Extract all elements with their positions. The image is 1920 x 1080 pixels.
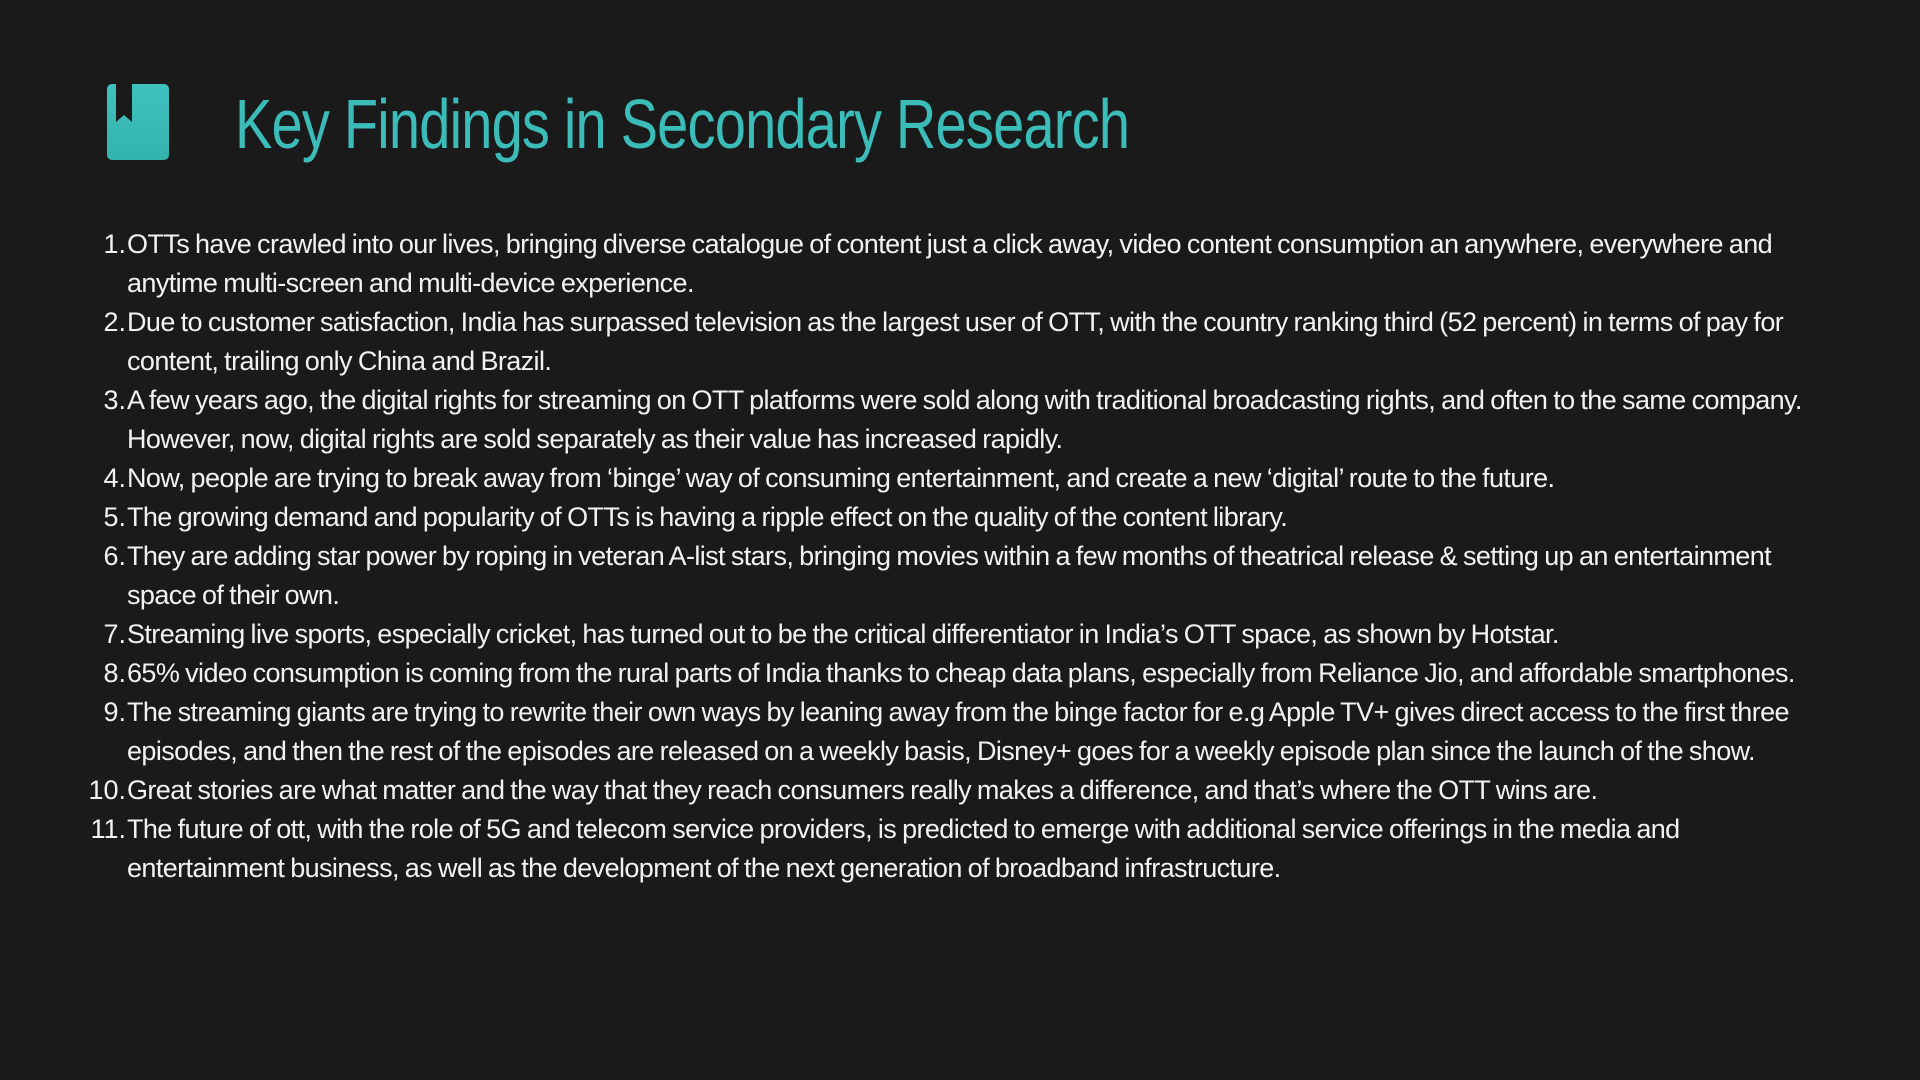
finding-number: 8. (103, 658, 126, 688)
finding-number: 10. (88, 775, 126, 805)
finding-text: Due to customer satisfaction, India has surpassed television as the largest user of OTT, with the country ranking third (52 percent) in terms of pay for content, trailing only China and Brazil. (127, 307, 1784, 376)
finding-number: 5. (103, 502, 126, 532)
finding-item (92, 810, 1822, 888)
finding-item (92, 303, 1822, 381)
finding-text: OTTs have crawled into our lives, bringing diverse catalogue of content just a click away, video content consumption an anywhere, everywhere and anytime multi-screen and multi-device experience. (127, 229, 1773, 298)
finding-number: 7. (103, 619, 126, 649)
finding-number: 11. (90, 814, 126, 844)
page-title: Key Findings in Secondary Research (235, 85, 1130, 163)
finding-text: A few years ago, the digital rights for streaming on OTT platforms were sold along with traditional broadcasting rights, and often to the same company. However, now, digital rights are sold separately as their value has increased rapidly. (127, 385, 1802, 454)
findings-list (88, 225, 1822, 888)
finding-item (92, 225, 1822, 303)
finding-text: Streaming live sports, especially cricket, has turned out to be the critical differentiator in India’s OTT space, as shown by Hotstar. (127, 619, 1559, 649)
finding-item (92, 381, 1822, 459)
finding-item (88, 771, 1822, 810)
finding-text: Great stories are what matter and the way that they reach consumers really makes a difference, and that’s where the OTT wins are. (127, 775, 1598, 805)
finding-number: 4. (103, 463, 126, 493)
bookmark-book-icon (107, 84, 169, 160)
finding-number: 1. (103, 229, 126, 259)
finding-item (92, 498, 1822, 537)
finding-text: The growing demand and popularity of OTTs is having a ripple effect on the quality of the content library. (127, 502, 1288, 532)
finding-item (92, 654, 1822, 693)
finding-item (92, 537, 1822, 615)
finding-item (92, 459, 1822, 498)
finding-text: They are adding star power by roping in veteran A-list stars, bringing movies within a few months of theatrical release & setting up an entertainment space of their own. (127, 541, 1772, 610)
finding-item (92, 693, 1822, 771)
finding-text: Now, people are trying to break away from ‘binge’ way of consuming entertainment, and create a new ‘digital’ route to the future. (127, 463, 1555, 493)
finding-number: 3. (103, 385, 126, 415)
finding-item (92, 615, 1822, 654)
finding-number: 9. (103, 697, 126, 727)
finding-number: 6. (103, 541, 126, 571)
finding-number: 2. (103, 307, 126, 337)
finding-text: The future of ott, with the role of 5G and telecom service providers, is predicted to emerge with additional service offerings in the media and entertainment business, as well as the development of the next generation of broadband infrastructure. (127, 814, 1680, 883)
finding-text: 65% video consumption is coming from the rural parts of India thanks to cheap data plans, especially from Reliance Jio, and affordable smartphones. (127, 658, 1795, 688)
slide-header (107, 84, 169, 160)
finding-text: The streaming giants are trying to rewrite their own ways by leaning away from the binge factor for e.g Apple TV+ gives direct access to the first three episodes, and then the rest of the episodes are released on a weekly basis, Disney+ goes for a weekly episode plan since the launch of the show. (127, 697, 1789, 766)
